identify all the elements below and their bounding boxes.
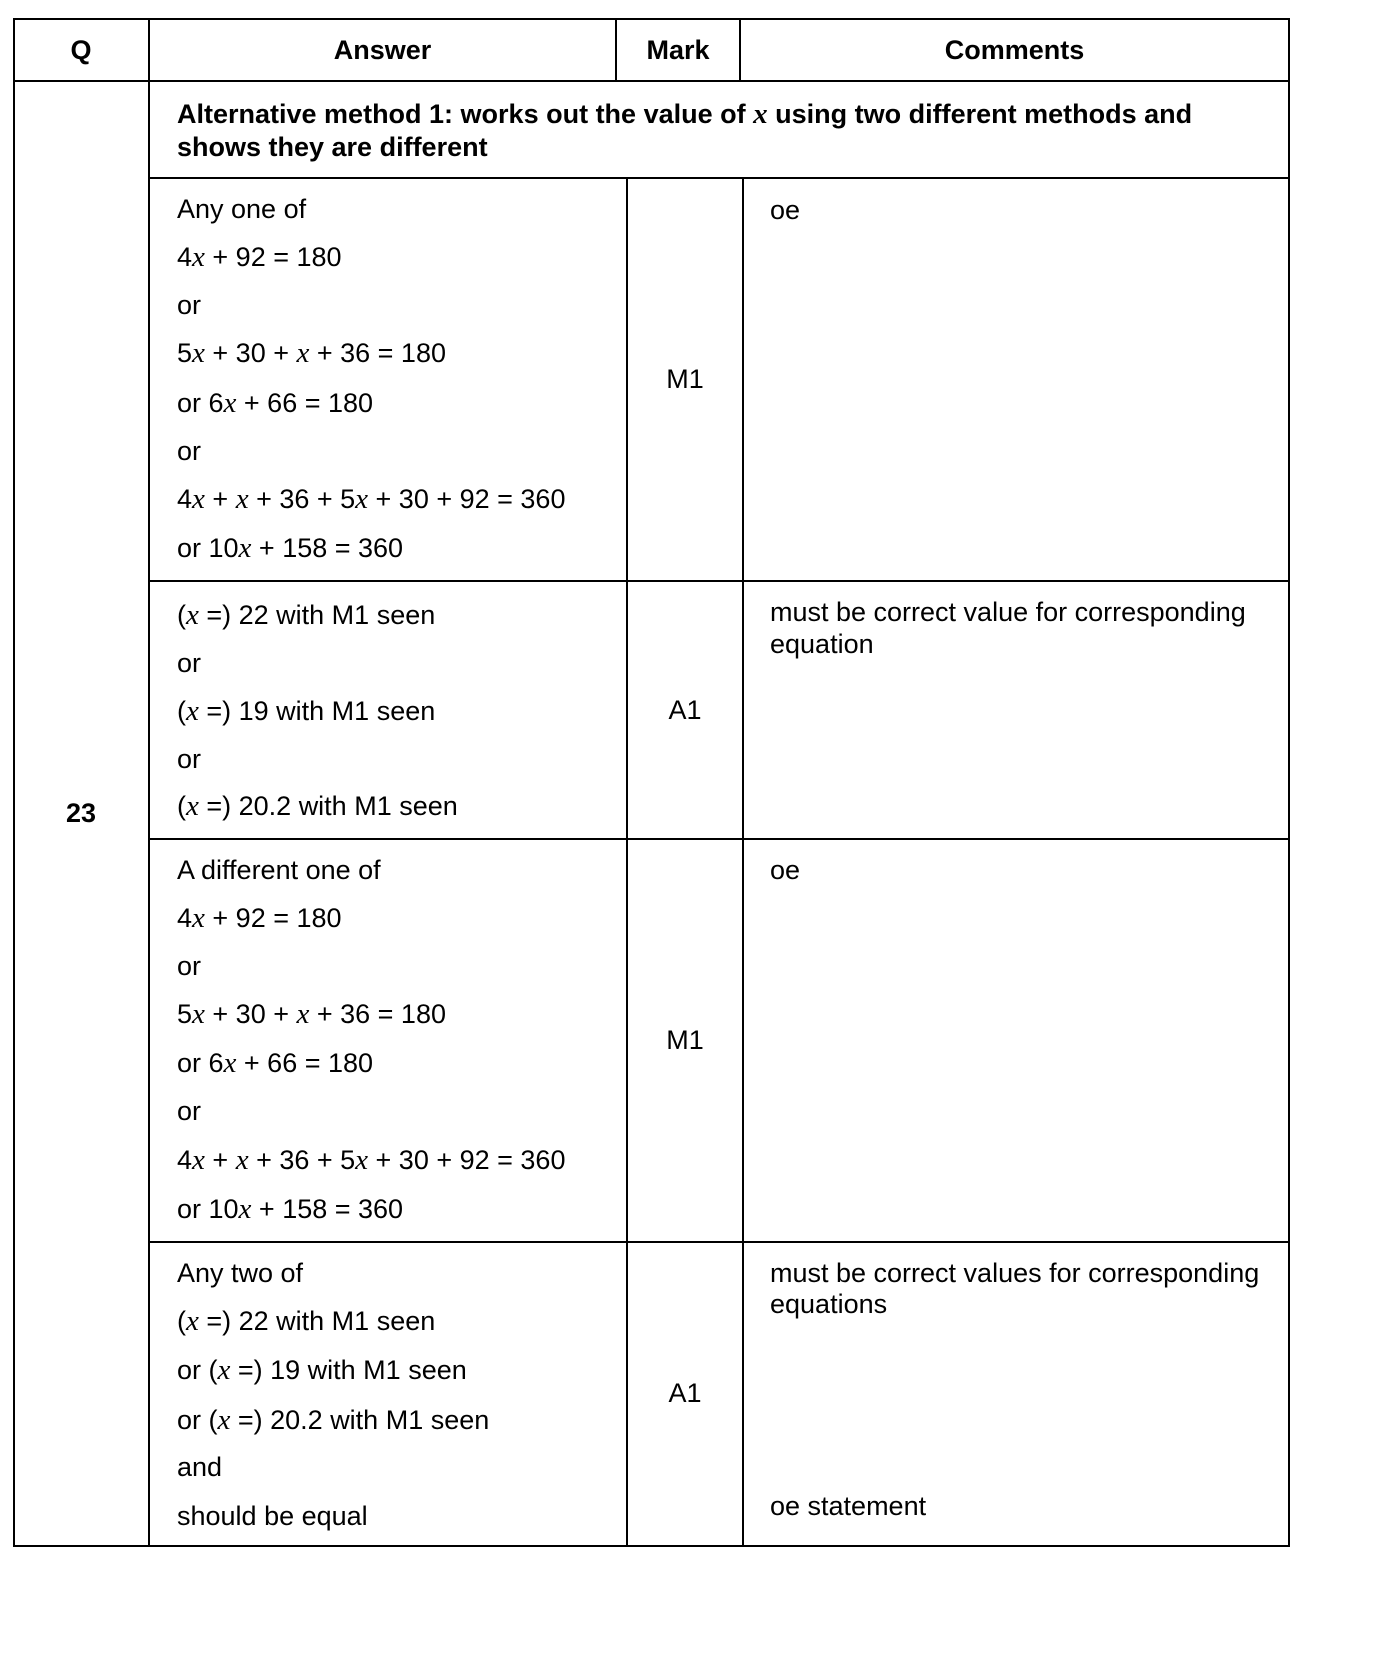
answer-line [177,950,201,982]
answer-text: + 36 = 180 [309,999,446,1029]
table-border-top [14,18,1290,20]
answer-text: + 92 = 180 [204,242,342,272]
math-variable: x [192,241,205,273]
answer-line [177,337,446,369]
comment-text: must be correct value for corresponding [770,597,1246,627]
answer-line [177,387,373,419]
math-variable: x [355,1144,369,1176]
comment-text: oe [770,195,801,225]
comment-text: must be correct values for corresponding [770,1258,1260,1288]
answer-line [177,532,403,564]
answer-line [177,1354,467,1386]
answer-text: or 6 [177,1048,224,1078]
math-variable: x [238,1193,252,1225]
answer-text: 4 [177,484,193,514]
answer-line [177,241,342,273]
row-divider-3 [149,1241,1290,1243]
math-variable: x [235,483,249,515]
answer-line [177,1193,403,1225]
answer-text: 5 [177,999,193,1029]
mark-value: A1 [668,695,702,725]
answer-line [177,1404,489,1436]
math-variable: x [186,695,199,727]
math-variable: x [192,337,205,369]
answer-line [177,902,342,934]
answer-text: should be equal [177,1501,368,1531]
answer-text: + 30 + [204,338,297,368]
answer-text: + [204,1145,236,1175]
answer-text: 4 [177,903,193,933]
method-title-part-2: using two different methods and [767,99,1193,129]
answer-text: + 30 + 92 = 360 [368,484,566,514]
math-variable: x [186,599,199,631]
answer-text: Any one of [177,194,307,224]
header-answer: Answer [333,35,432,65]
answer-text: A different one of [177,855,381,885]
answer-line [177,790,458,822]
answer-text: or 10 [177,533,239,563]
table-border-right [1288,18,1290,1547]
answer-line [177,1095,201,1127]
table-border-left [13,18,15,1547]
math-variable: x [223,387,237,419]
answer-text: or ( [177,1405,218,1435]
answer-text: =) 19 with M1 seen [198,696,436,726]
comment-text: equations [770,1289,888,1319]
answer-text: =) 22 with M1 seen [198,600,436,630]
answer-line [177,435,201,467]
comment-text: equation [770,629,874,659]
answer-text: ( [177,600,186,630]
answer-text: or 6 [177,388,224,418]
answer-text: or 10 [177,1194,239,1224]
math-variable: x [186,790,199,822]
table-border-bottom [14,1545,1290,1547]
answer-text: or [177,744,202,774]
math-variable: x [223,1047,237,1079]
answer-text: + 30 + [204,999,297,1029]
method-title-variable: x [753,98,768,130]
math-variable: x [355,483,369,515]
header-q: Q [70,35,92,65]
answer-text: + [204,484,236,514]
row-divider-2 [149,838,1290,840]
answer-text: =) 20.2 with M1 seen [230,1405,490,1435]
answer-text: + 158 = 360 [251,533,404,563]
method-title-part-1: Alternative method 1: works out the value of [177,99,754,129]
mark-value: M1 [666,364,704,394]
row-divider-1 [149,580,1290,582]
math-variable: x [192,483,205,515]
answer-text: =) 20.2 with M1 seen [198,791,458,821]
answer-text: =) 22 with M1 seen [198,1306,436,1336]
answer-text: Any two of [177,1258,304,1288]
mark-comments-divider [742,177,744,1547]
answer-line [177,1451,222,1483]
answer-line [177,1047,373,1079]
answer-text: + 36 + 5 [248,484,356,514]
answer-text: ( [177,1306,186,1336]
answer-text: + 158 = 360 [251,1194,404,1224]
method-title [177,98,1192,130]
math-variable: x [192,902,205,934]
math-variable: x [192,1144,205,1176]
header-comments: Comments [944,35,1085,65]
answer-line [177,599,435,631]
comment-text: oe [770,855,801,885]
answer-text: + 66 = 180 [236,1048,374,1078]
answer-line [177,854,381,886]
mark-value: M1 [666,1025,704,1055]
method-title-divider [149,177,1290,179]
math-variable: x [238,532,252,564]
comment-text: oe statement [770,1491,927,1521]
answer-text: 5 [177,338,193,368]
header-mark: Mark [646,35,710,65]
answer-line [177,1305,435,1337]
answer-text: and [177,1452,223,1482]
math-variable: x [296,998,310,1030]
answer-text: + 30 + 92 = 360 [368,1145,566,1175]
mark-value: A1 [668,1378,702,1408]
method-title-line-2: shows they are different [177,132,488,162]
answer-text: or [177,290,202,320]
answer-text: 4 [177,1145,193,1175]
math-variable: x [186,1305,199,1337]
answer-text: =) 19 with M1 seen [230,1355,467,1385]
question-number: 23 [65,798,97,828]
answer-text: or [177,436,202,466]
math-variable: x [217,1404,231,1436]
answer-line [177,289,201,321]
answer-line [177,743,201,775]
answer-line [177,483,565,515]
q-column-divider [148,18,150,1547]
answer-line [177,1257,303,1289]
answer-text: or [177,1096,202,1126]
answer-text: + 36 = 180 [309,338,446,368]
answer-text: ( [177,696,186,726]
math-variable: x [192,998,205,1030]
answer-line [177,998,446,1030]
header-divider [14,80,1290,82]
math-variable: x [217,1354,231,1386]
answer-line [177,1500,368,1532]
answer-text: 4 [177,242,193,272]
answer-text: + 66 = 180 [236,388,374,418]
math-variable: x [296,337,310,369]
answer-line [177,1144,565,1176]
answer-line [177,193,306,225]
answer-line [177,695,435,727]
math-variable: x [235,1144,249,1176]
answer-line [177,647,201,679]
answer-text: + 92 = 180 [204,903,342,933]
answer-text: ( [177,791,186,821]
answer-text: + 36 + 5 [248,1145,356,1175]
answer-text: or [177,648,202,678]
answer-text: or ( [177,1355,218,1385]
answer-text: or [177,951,202,981]
